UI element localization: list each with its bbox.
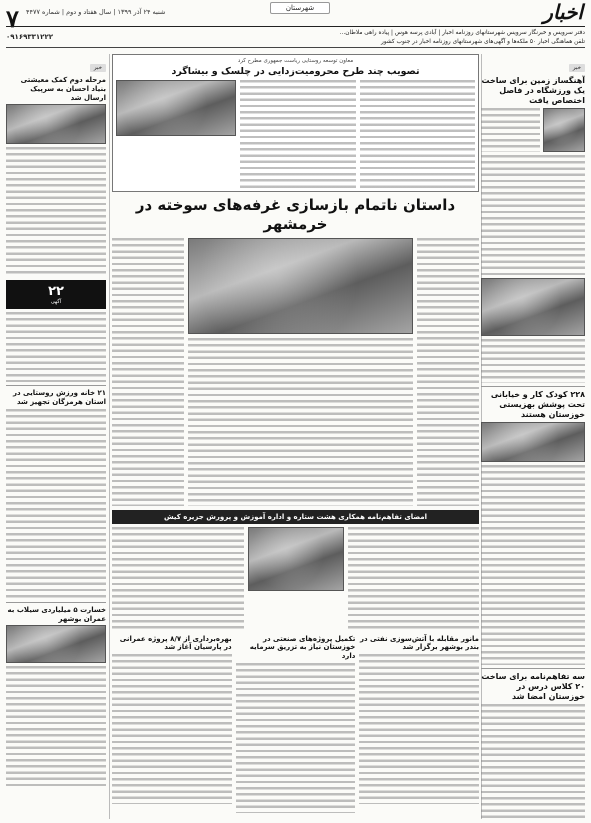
bottom-story3-body: [359, 654, 479, 804]
left-story1-body: [6, 147, 106, 277]
left-column-tag: خبر: [90, 64, 106, 72]
section-label: شهرستان: [270, 2, 330, 14]
left-story3-title[interactable]: خسارت ۵ میلیاردی سیلاب به عمران بوشهر: [7, 605, 106, 623]
top-story-kicker: معاون توسعه روستایی ریاست جمهوری مطرح کرد: [237, 58, 354, 64]
column-rule-left: [109, 54, 110, 819]
kish-story-body-a: [348, 527, 480, 629]
bottom-story3-title[interactable]: مانور مقابله با آتش‌سوزی نفتی در بندر بوشهر برگزار شد: [359, 634, 479, 652]
main-story-body-c: [112, 238, 184, 506]
page-number: ۷: [6, 4, 19, 33]
right-story3-body: [481, 704, 585, 819]
left-story2-title[interactable]: ۲۱ خانه ورزش روستایی در استان هرمزگان تجهیز شد: [13, 389, 106, 406]
main-story-body-b: [188, 338, 413, 506]
kish-story-photo: [248, 527, 344, 591]
bottom-story-1: [112, 633, 232, 813]
right-story1-photo: [543, 108, 585, 152]
left-story3-body: [6, 666, 106, 786]
right-column: [481, 54, 585, 819]
column-tag: خبر: [569, 64, 585, 72]
right-photo-child: [481, 278, 585, 336]
right-story2-title[interactable]: ۲۲۸ کودک کار و خیابانی تحت پوشش بهزیستی خوزستان هستند: [490, 390, 585, 419]
bottom-story1-body: [112, 654, 232, 804]
top-story: [112, 54, 479, 192]
bottom-story2-body: [236, 663, 356, 813]
office-info-2: تلفن هماهنگی اخبار ۵۰ ملکه‌ها و آگهی‌های شهرستانهای روزنامه اخبار در جنوب کشور: [380, 39, 585, 45]
left-body-cont: [6, 312, 106, 382]
left-column: [6, 54, 106, 819]
info-bar: [6, 28, 585, 48]
top-story-body-a: [360, 80, 476, 188]
bottom-story2-title[interactable]: تکمیل پروژه‌های صنعتی در خوزستان نیاز به تزریق سرمایه دارد: [249, 634, 356, 660]
main-story-body-a: [417, 238, 479, 506]
top-story-body-b: [240, 80, 356, 188]
right-story1-body: [481, 108, 540, 152]
right-divider-1: [481, 386, 585, 387]
right-story2-photo: [481, 422, 585, 462]
kish-story: [112, 527, 479, 629]
right-story3-title[interactable]: سه تفاهم‌نامه برای ساخت ۲۰ کلاس درس در خوزستان امضا شد: [481, 672, 585, 701]
bottom-story-2: [236, 633, 356, 813]
right-story1-body-cont: [481, 155, 585, 275]
main-story: [112, 196, 479, 506]
header-rule: [6, 26, 585, 27]
issue-date: شنبه ۲۴ آذر ۱۳۹۹ | سال هفتاد و دوم | شماره ۴۴۷۷: [26, 8, 166, 16]
left-story1-photo: [6, 104, 106, 144]
right-divider-2: [481, 668, 585, 669]
right-story1-title[interactable]: آهنگساز زمین برای ساخت یک ورزشگاه در فاصل اختصاص یافت: [481, 76, 585, 105]
bottom-stories: [112, 633, 479, 813]
main-story-photo: [188, 238, 413, 334]
kish-story-body-b: [112, 527, 244, 629]
top-story-title[interactable]: تصویب چند طرح محرومیت‌زدایی در چلسک و بیشاگرد: [171, 66, 420, 77]
left-ad-number: ۲۲: [48, 284, 64, 300]
left-ad-label: آگهی: [50, 299, 62, 306]
left-ad[interactable]: [6, 280, 106, 309]
newspaper-logo: اخبار: [543, 0, 583, 24]
bottom-story1-title[interactable]: بهره‌برداری از ۸/۷ پروژه عمرانی در پارسیان آغاز شد: [119, 634, 232, 652]
right-story2-body: [481, 465, 585, 665]
left-story1-title[interactable]: مرحله دوم کمک معیشتی بنیاد احسان به سرپیک ارسال شد: [20, 76, 106, 102]
office-phone: ۰۹۱۶۹۳۳۱۲۲۲: [6, 33, 53, 41]
left-story3-photo: [6, 625, 106, 663]
right-body-cont: [481, 339, 585, 383]
top-story-photo: [116, 80, 236, 136]
office-info: دفتر سرویس و خبرنگار سرویس شهرستانهای روزنامه اخبار | آبادی پرسه هوس | پیاده راهی ملاطان...: [339, 30, 585, 36]
kish-banner[interactable]: امضای تفاهم‌نامه همکاری هشت ستاره و اداره آموزش و پرورش جزیره کیش: [112, 510, 479, 524]
bottom-story-3: [359, 633, 479, 813]
left-divider-2: [6, 602, 106, 603]
main-story-title[interactable]: داستان ناتمام بازسازی غرفه‌های سوخته در خرمشهر: [135, 196, 456, 233]
left-divider-1: [6, 385, 106, 386]
left-story2-body: [6, 409, 106, 599]
center-area: [112, 54, 479, 819]
